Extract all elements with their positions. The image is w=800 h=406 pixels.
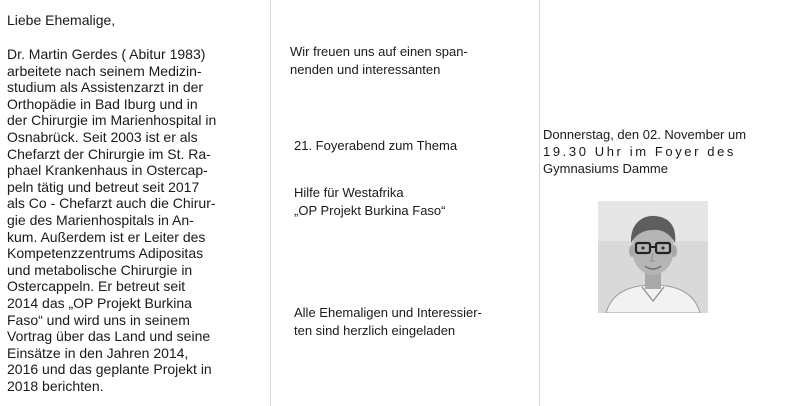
- bio-line: Osnabrück. Seit 2003 ist er als: [7, 128, 198, 145]
- bio-line: Einsätze in den Jahren 2014,: [7, 344, 189, 361]
- fold-line-left: [270, 0, 271, 406]
- event-date-location: [543, 126, 793, 177]
- time-place-line: 19.30 Uhr im Foyer des: [543, 144, 737, 159]
- bio-line: studium als Assistenzarzt in der: [7, 79, 204, 96]
- bio-line: und metabolische Chirurgie in: [7, 261, 193, 278]
- event-theme: [294, 137, 534, 155]
- intro-line: nenden und interessanten: [290, 62, 441, 77]
- date-line: Donnerstag, den 02. November um: [543, 127, 747, 142]
- bio-line: Kompetenzzentrums Adipositas: [7, 245, 204, 262]
- bio-line: 2014 das „OP Projekt Burkina: [7, 294, 192, 311]
- speaker-portrait: [598, 201, 708, 313]
- invite-line: ten sind herzlich eingeladen: [294, 323, 456, 338]
- intro-line: Wir freuen uns auf einen span-: [290, 44, 468, 59]
- bio-line: der Chirurgie im Marienhospital in: [7, 112, 217, 129]
- invite-line: Alle Ehemaligen und Interessier-: [294, 305, 482, 320]
- portrait-image: [598, 201, 708, 313]
- bio-line: 2016 und das geplante Projekt in: [7, 361, 212, 378]
- bio-line: als Co - Chefarzt auch die Chirur-: [7, 195, 216, 212]
- bio-line: arbeitete nach seinem Medizin-: [7, 62, 202, 79]
- invitation-text: [294, 304, 534, 340]
- bio-line: gie des Marienhospitals in An-: [7, 211, 194, 228]
- bio-line: Faso“ und wird uns in seinem: [7, 311, 190, 328]
- intro-text: [290, 43, 530, 79]
- bio-line: phael Krankenhaus in Ostercap-: [7, 162, 208, 179]
- bio-line: 2018 berichten.: [7, 377, 104, 394]
- speaker-biography: [7, 46, 222, 394]
- bio-line: Dr. Martin Gerdes ( Abitur 1983): [7, 46, 206, 62]
- bio-line: Orthopädie in Bad Iburg und in: [7, 95, 198, 112]
- event-topic: [294, 184, 534, 220]
- bio-line: Vortrag über das Land und seine: [7, 328, 211, 345]
- bio-line: peln tätig und betreut seit 2017: [7, 178, 200, 195]
- greeting: Liebe Ehemalige,: [7, 12, 116, 28]
- topic-line: Hilfe für Westafrika: [294, 185, 404, 200]
- bio-line: kum. Außerdem ist er Leiter des: [7, 228, 206, 245]
- bio-line: Ostercappeln. Er betreut seit: [7, 278, 186, 295]
- venue-line: Gymnasiums Damme: [543, 161, 668, 176]
- fold-line-right: [539, 0, 540, 406]
- topic-line: „OP Projekt Burkina Faso“: [294, 203, 446, 218]
- theme-line: 21. Foyerabend zum Thema: [294, 138, 458, 153]
- bio-line: Chefarzt der Chirurgie im St. Ra-: [7, 145, 211, 162]
